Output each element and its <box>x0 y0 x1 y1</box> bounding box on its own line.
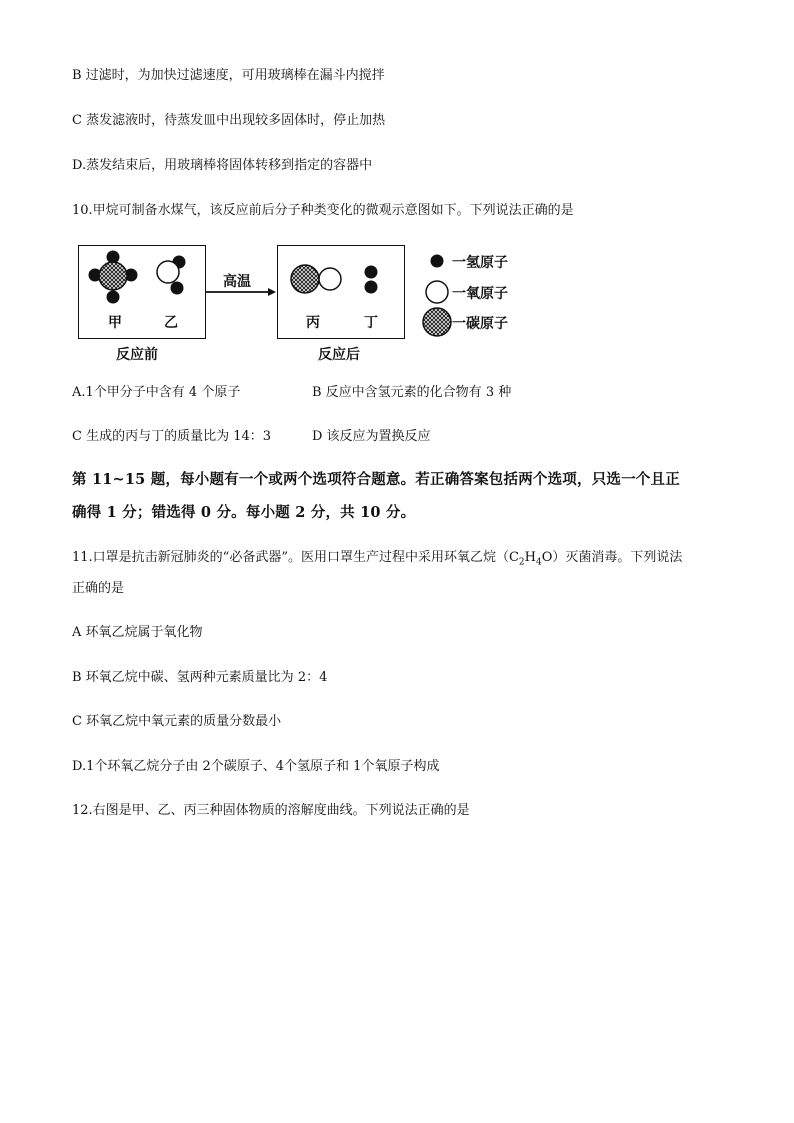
reaction-condition: 高温 <box>223 274 251 290</box>
legend-carbon-icon <box>423 308 451 336</box>
q10-option-d: D 该反应为置换反应 <box>312 429 431 444</box>
legend-hydrogen-label: 一氢原子 <box>452 255 508 271</box>
legend-oxygen-label: 一氧原子 <box>452 286 508 302</box>
legend-oxygen-icon <box>426 281 448 303</box>
q11-stem-part1: 11.口罩是抗击新冠肺炎的“必备武器”。医用口罩生产过程中采用环氧乙烷（C <box>72 550 519 565</box>
q11-stem-part3: O）灭菌消毒。下列说法 <box>541 550 683 565</box>
q11-option-c: C 环氧乙烷中氧元素的质量分数最小 <box>72 714 282 729</box>
q10-option-b: B 反应中含氢元素的化合物有 3 种 <box>312 385 512 400</box>
label-jia: 甲 <box>108 315 122 331</box>
legend-symbols <box>423 255 451 337</box>
q12-stem: 12.右图是甲、乙、丙三种固体物质的溶解度曲线。下列说法正确的是 <box>72 803 470 818</box>
q10-option-c: C 生成的丙与丁的质量比为 14：3 <box>72 429 272 444</box>
label-ding: 丁 <box>364 315 378 331</box>
q11-stem-line2: 正确的是 <box>72 581 125 596</box>
q11-option-a: A 环氧乙烷属于氧化物 <box>72 625 203 640</box>
after-reaction-box <box>277 245 405 339</box>
q10-option-a: A.1个甲分子中含有 4 个原子 <box>72 385 241 400</box>
before-caption: 反应前 <box>116 347 158 363</box>
q9-option-b: B 过滤时，为加快过滤速度，可用玻璃棒在漏斗内搅拌 <box>72 68 385 83</box>
label-yi: 乙 <box>164 315 178 331</box>
section-instruction-line1: 第 11~15 题，每小题有一个或两个选项符合题意。若正确答案包括两个选项，只选一个且正 <box>72 471 680 488</box>
q11-stem <box>72 548 682 568</box>
legend-carbon-label: 一碳原子 <box>452 316 508 332</box>
q9-option-c: C 蒸发滤液时，待蒸发皿中出现较多固体时，停止加热 <box>72 113 386 128</box>
q10-stem: 10.甲烷可制备水煤气，该反应前后分子种类变化的微观示意图如下。下列说法正确的是 <box>72 203 574 218</box>
q11-stem-part2: H <box>524 550 536 565</box>
methane-molecule <box>89 251 138 304</box>
after-caption: 反应后 <box>318 347 360 363</box>
label-bing: 丙 <box>306 315 320 331</box>
molecule-drawings <box>0 0 794 400</box>
q11-subscript-carbon: 2 <box>518 557 525 568</box>
section-instruction-line2: 确得 1 分；错选得 0 分。每小题 2 分，共 10 分。 <box>72 504 416 521</box>
q11-option-b: B 环氧乙烷中碳、氢两种元素质量比为 2：4 <box>72 670 328 685</box>
q11-subscript-hydrogen: 4 <box>536 557 542 568</box>
water-molecule <box>157 256 186 295</box>
q9-option-d: D.蒸发结束后，用玻璃棒将固体转移到指定的容器中 <box>72 158 373 173</box>
legend-hydrogen-icon <box>431 255 444 268</box>
q11-option-d: D.1个环氧乙烷分子由 2个碳原子、4个氢原子和 1个氧原子构成 <box>72 759 440 774</box>
